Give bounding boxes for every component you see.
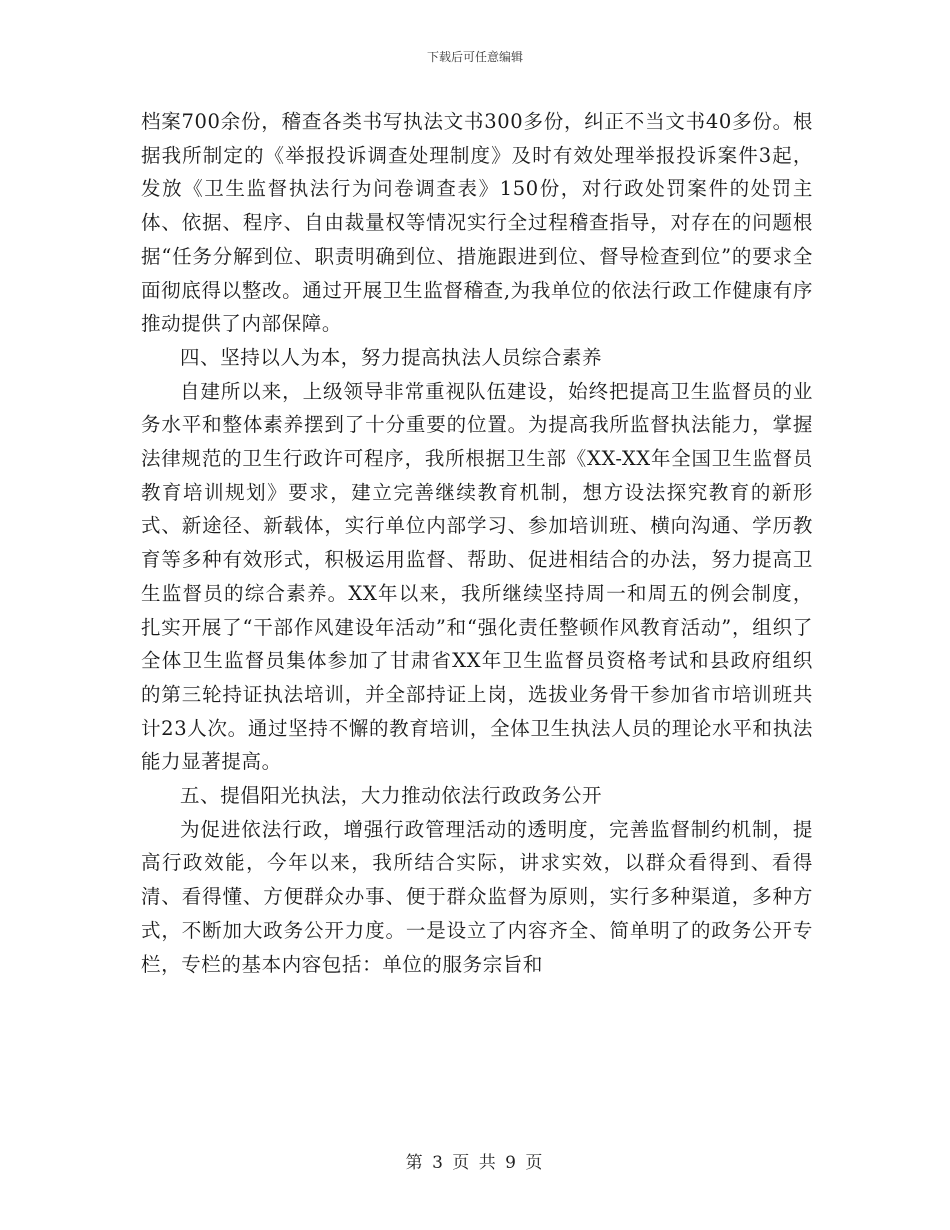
page-number: 第 3 页 共 9 页 bbox=[405, 1153, 545, 1173]
paragraph-open-government: 为促进依法行政，增强行政管理活动的透明度，完善监督制约机制，提高行政效能，今年以来，我所结合实际，讲求实效，以群众看得到、看得清、看得懂、方便群众办事、便于群众监督为原则，实行多种渠道，多种方式，不断加大政务公开力度。一是设立了内容齐全、简单明了的政务公开专栏，专栏的基本内容包括：单位的服务宗旨和 bbox=[141, 817, 813, 976]
section-heading-five: 五、提倡阳光执法，大力推动依法行政政务公开 bbox=[180, 784, 603, 808]
section-heading-four: 四、坚持以人为本，努力提高执法人员综合素养 bbox=[180, 345, 603, 369]
paragraph-team-building: 自建所以来，上级领导非常重视队伍建设，始终把提高卫生监督员的业务水平和整体素养摆到了十分重要的位置。为提高我所监督执法能力，掌握法律规范的卫生行政许可程序，我所根据卫生部《XX-XX年全国卫生监督员教育培训规划》要求，建立完善继续教育机制，想方设法探究教育的新形式、新途径、新载体，实行单位内部学习、参加培训班、横向沟通、学历教育等多种有效形式，积极运用监督、帮助、促进相结合的办法，努力提高卫生监督员的综合素养。XX年以来，我所继续坚持周一和周五的例会制度，扎实开展了“干部作风建设年活动”和“强化责任整顿作风教育活动”，组织了全体卫生监督员集体参加了甘肃省XX年卫生监督员资格考试和县政府组织的第三轮持证执法培训，并全部持证上岗，选拔业务骨干参加省市培训班共计23人次。通过坚持不懈的教育培训，全体卫生执法人员的理论水平和执法能力显著提高。 bbox=[141, 379, 813, 774]
document-body bbox=[141, 105, 813, 981]
paragraph-archives-inspection: 档案700余份，稽查各类书写执法文书300多份，纠正不当文书40多份。根据我所制定的《举报投诉调查处理制度》及时有效处理举报投诉案件3起，发放《卫生监督执法行为问卷调查表》150份，对行政处罚案件的处罚主体、依据、程序、自由裁量权等情况实行全过程稽查指导，对存在的问题根据“任务分解到位、职责明确到位、措施跟进到位、督导检查到位”的要求全面彻底得以整改。通过开展卫生监督稽查,为我单位的依法行政工作健康有序推动提供了内部保障。 bbox=[141, 110, 813, 336]
page-header-note: 下载后可任意编辑 bbox=[426, 50, 523, 64]
